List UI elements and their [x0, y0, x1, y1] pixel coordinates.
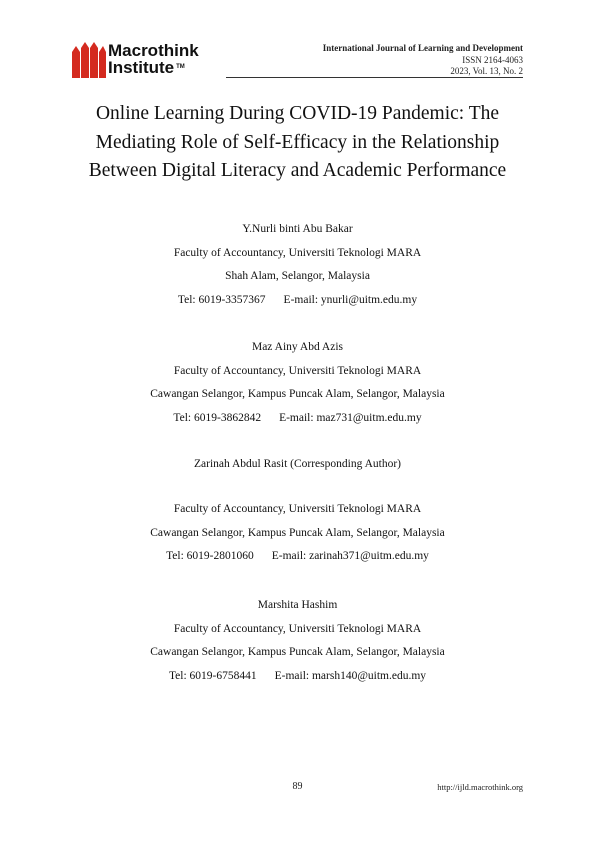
author-block-3 [0, 453, 595, 477]
author-affiliation: Faculty of Accountancy, Universiti Teknologi MARA [173, 364, 422, 377]
paper-title [60, 100, 535, 186]
author-tel: Tel: 6019-3862842 [173, 411, 262, 424]
title-line: Mediating Role of Self-Efficacy in the Relationship [95, 131, 500, 153]
author-name: Zarinah Abdul Rasit (Corresponding Author) [194, 458, 401, 470]
journal-issn: ISSN 2164-4063 [462, 54, 523, 65]
journal-volume: 2023, Vol. 13, No. 2 [450, 66, 523, 76]
author-contact [0, 289, 595, 313]
author-affiliation: Faculty of Accountancy, Universiti Teknologi MARA [173, 622, 422, 635]
author-email: E-mail: maz731@uitm.edu.my [279, 411, 422, 424]
author-tel: Tel: 6019-2801060 [166, 550, 254, 562]
journal-url[interactable]: http://ijld.macrothink.org [437, 782, 523, 792]
author-tel: Tel: 6019-3357367 [177, 293, 266, 306]
macrothink-logo-icon [72, 42, 106, 78]
author-affiliation: Faculty of Accountancy, Universiti Teknologi MARA [173, 246, 422, 259]
journal-name: International Journal of Learning and Development [322, 43, 523, 53]
author-email: E-mail: ynurli@uitm.edu.my [283, 293, 418, 306]
author-address: Cawangan Selangor, Kampus Puncak Alam, Selangor, Malaysia [150, 388, 445, 400]
logo-line-2: Institute ™ [108, 58, 185, 77]
author-address: Cawangan Selangor, Kampus Puncak Alam, Selangor, Malaysia [150, 526, 445, 539]
author-name: Maz Ainy Abd Azis [251, 341, 344, 353]
author-contact [0, 545, 595, 569]
author-contact [0, 407, 595, 431]
author-block-2 [0, 336, 595, 430]
author-address: Cawangan Selangor, Kampus Puncak Alam, Selangor, Malaysia [150, 646, 445, 658]
author-name: Y.Nurli binti Abu Bakar [242, 223, 353, 235]
journal-header [323, 43, 523, 78]
page-number: 89 [292, 781, 303, 792]
author-contact [0, 665, 595, 689]
publisher-logo [72, 42, 232, 80]
author-tel: Tel: 6019-6758441 [168, 669, 257, 682]
title-line: Between Digital Literacy and Academic Performance [88, 160, 507, 181]
logo-trademark: TM [176, 64, 185, 70]
author-address: Shah Alam, Selangor, Malaysia [225, 270, 370, 282]
author-affiliation: Faculty of Accountancy, Universiti Teknologi MARA [173, 503, 422, 515]
logo-line-1: Macrothink [108, 41, 199, 60]
header-divider [226, 77, 523, 78]
author-block-1 [0, 218, 595, 312]
title-line: Online Learning During COVID-19 Pandemic: The [95, 103, 500, 124]
author-block-4 [0, 594, 595, 688]
author-block-3-details [0, 498, 595, 569]
author-name: Marshita Hashim [257, 599, 338, 611]
author-email: E-mail: marsh140@uitm.edu.my [274, 669, 427, 682]
logo-wordmark [108, 42, 199, 76]
author-email: E-mail: zarinah371@uitm.edu.my [271, 550, 429, 562]
